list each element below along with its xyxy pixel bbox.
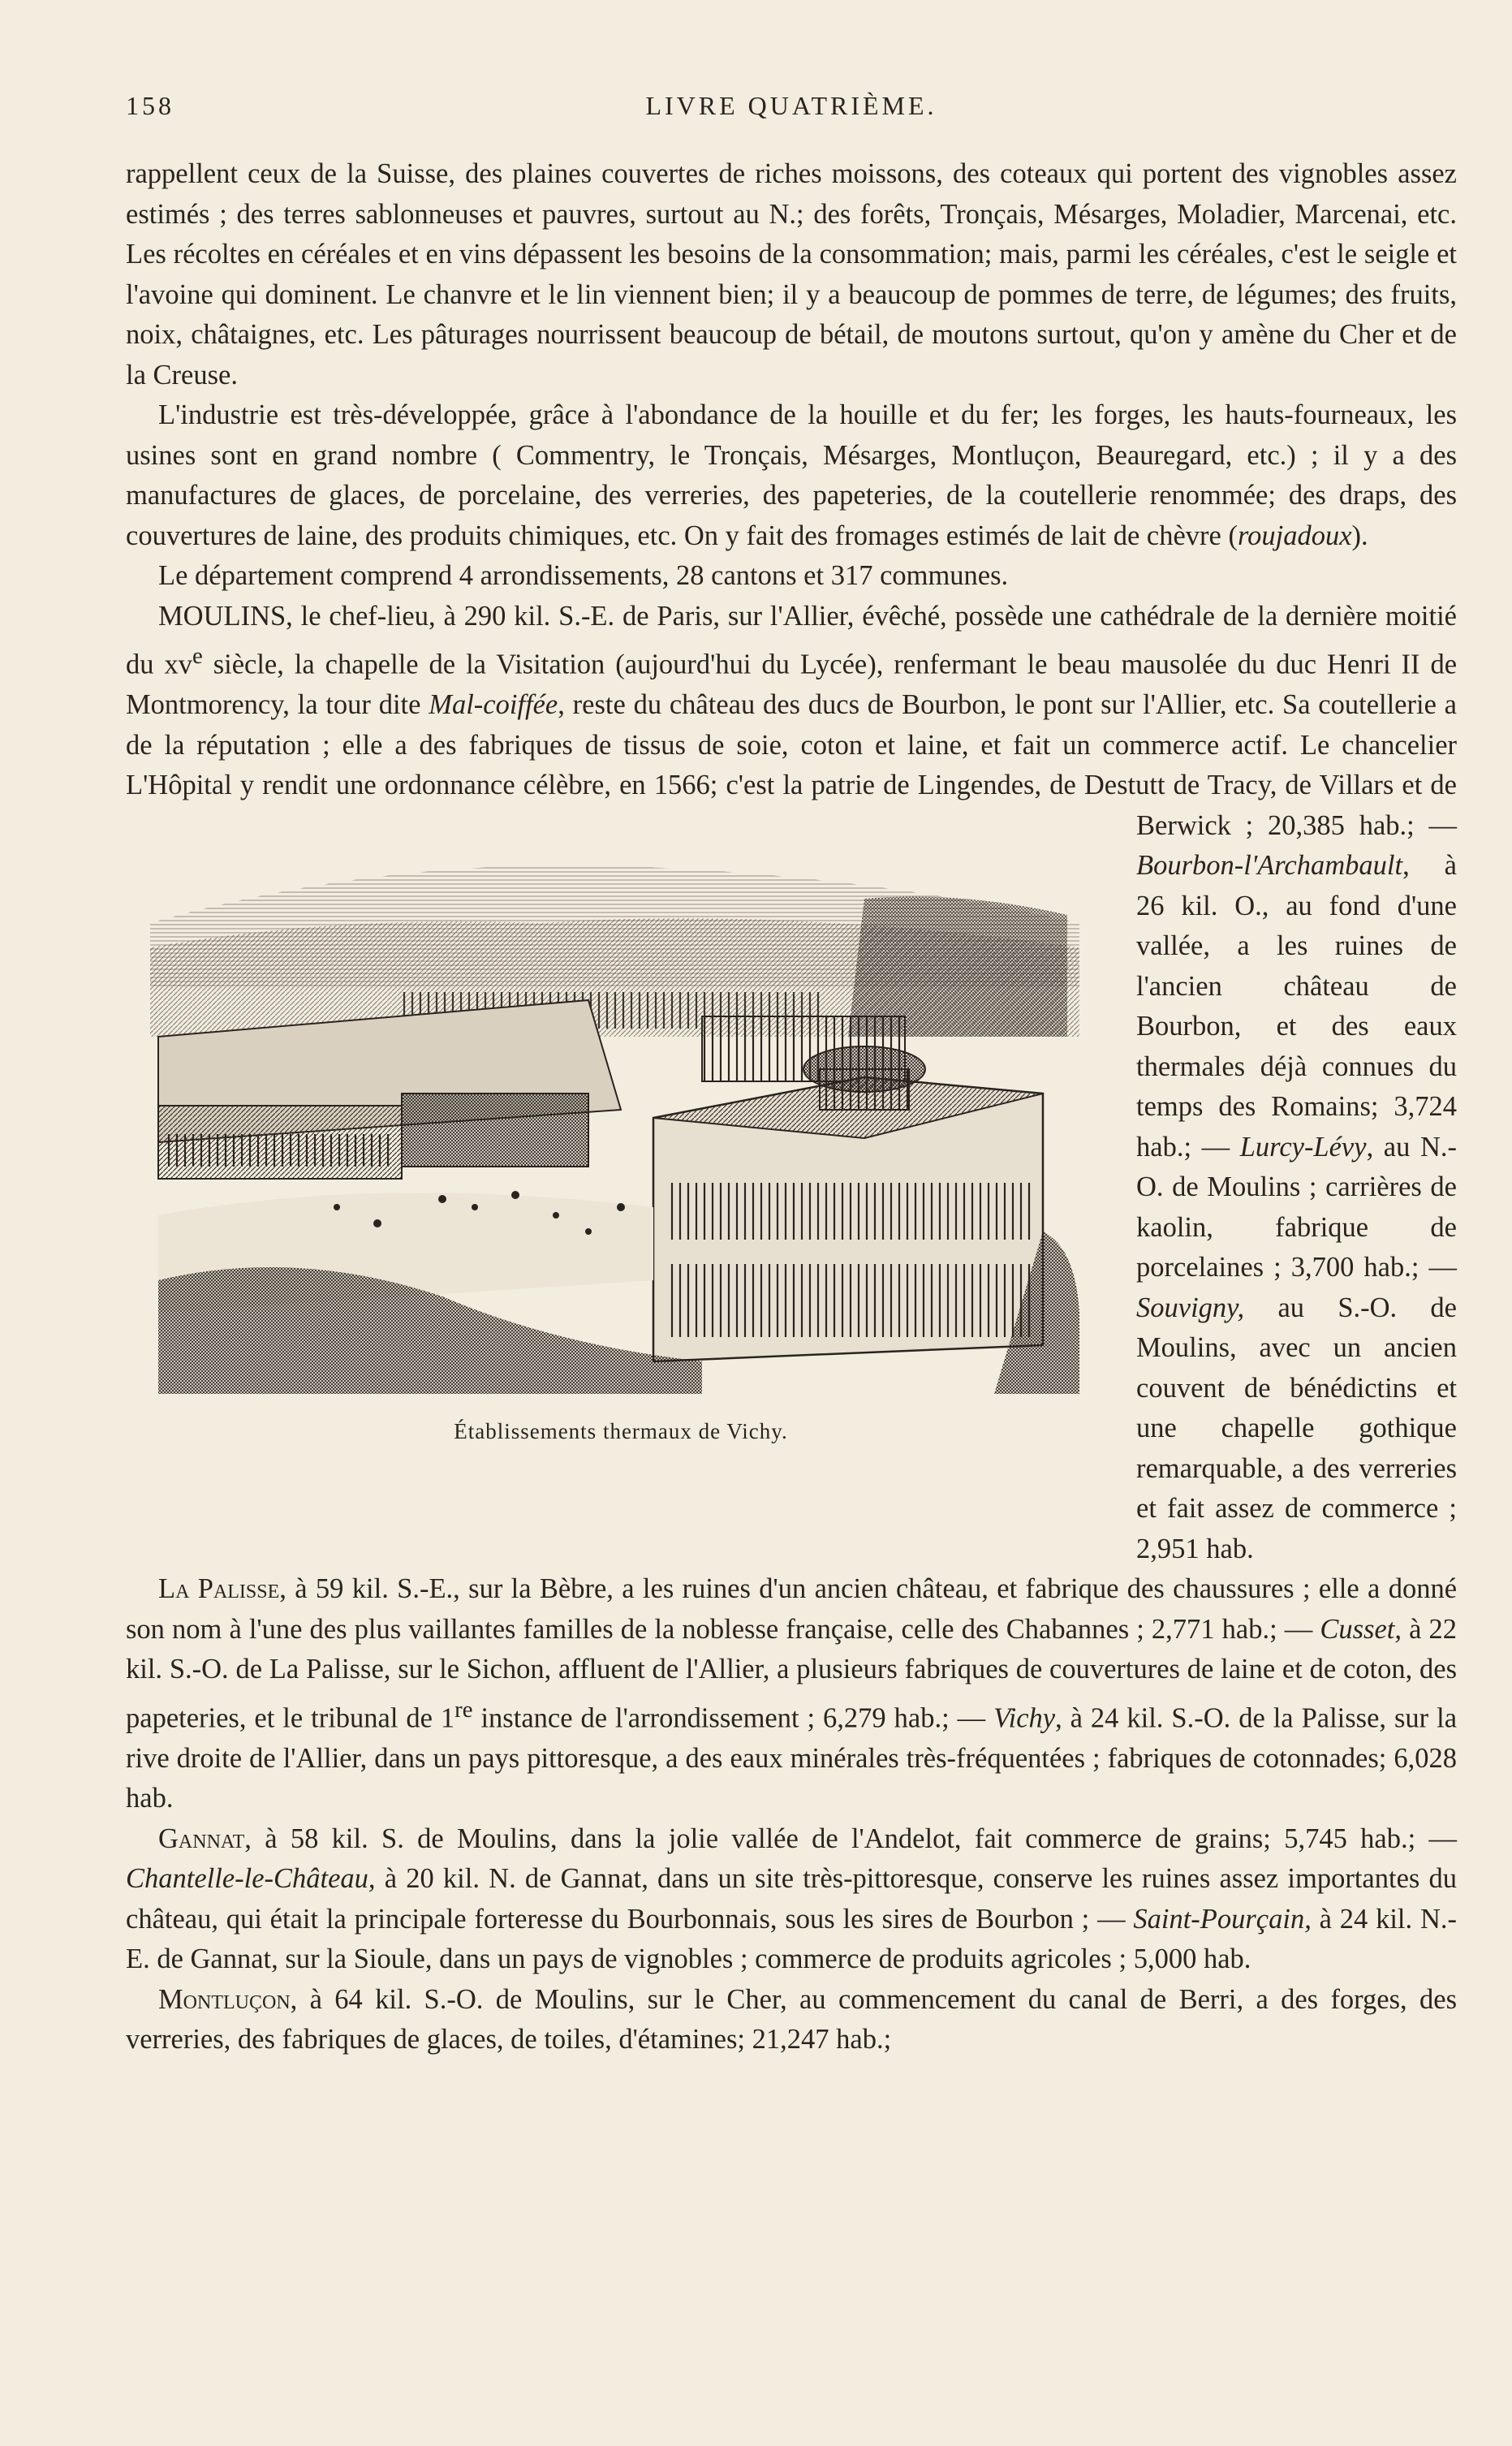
vichy-illustration: [126, 809, 1120, 1540]
moulins-text-1: , reste du château des ducs de Bourbon, le pont sur l'Allier, etc. Sa coutellerie a de la réputation ; elle a des fabriques de tissus de soie, coton et laine, et fait un commerce actif. Le chancelier L'Hôpital y rendit une ordonnance célèbre, en 1566; c'est la patrie de Lingendes, de Destutt de Tracy, de Villars et de Berwick ; 20,385 hab.; —: [126, 689, 1457, 841]
page-number: 158: [126, 91, 174, 120]
paragraph-intro: rappellent ceux de la Suisse, des plaines couvertes de riches moissons, des coteaux qui portent des vignobles assez estimés ; des terres sablonneuses et pauvres, surtout au N.; des forêts, Tronçais, Mésarges, Moladier, Marcenai, etc. Les récoltes en céréales et en vins dépassent les besoins de la consommation; mais, parmi les céréales, c'est le seigle et l'avoine qui dominent. Le chanvre et le lin viennent bien; il y a beaucoup de pommes de terre, de légumes; des fruits, noix, châtaignes, etc. Les pâturages nourrissent beaucoup de bétail, de moutons surtout, qu'on y amène du Cher et de la Creuse.: [126, 158, 1457, 390]
thermal-buildings-engraving: [134, 826, 1079, 1394]
paragraph-la-palisse: La Palisse, à 59 kil. S.-E., sur la Bèbre, a les ruines d'un ancien château, et fabrique des chaussures ; elle a donné son nom à l'une des plus vaillantes familles de la noblesse française, celle des Chabannes ; 2,771 hab.; — Cusset, à 22 kil. S.-O. de La Palisse, sur le Sichon, affluent de l'Allier, a plusieurs fabriques de couvertures de laine et de coton, des papeteries, et le tribunal de 1re instance de l'arrondissement ; 6,279 hab.; — Vichy, à 24 kil. S.-O. de la Palisse, sur la rive droite de l'Allier, dans un pays pittoresque, a des eaux minérales très-fréquentées ; fabriques de cotonnades; 6,028 hab.: [126, 1573, 1458, 1814]
moulins-text-2: Bourbon-l'Archambault: [1136, 850, 1403, 881]
figure-caption: Établissements thermaux de Vichy.: [454, 1418, 788, 1443]
paragraph-gannat: Gannat, à 58 kil. S. de Moulins, dans la jolie vallée de l'Andelot, fait commerce de grains; 5,745 hab.; — Chantelle-le-Château, à 20 kil. N. de Gannat, dans un site très-pittoresque, conserve les ruines assez importantes du château, qui était la principale forteresse du Bourbonnais, sous les sires de Bourbon ; — Saint-Pourçain, à 24 kil. N.-E. de Gannat, sur la Sioule, dans un pays de vignobles ; commerce de produits agricoles ; 5,000 hab.: [126, 1823, 1457, 1974]
paragraph-moulins: MOULINS, le chef-lieu, à 290 kil. S.-E. de Paris, sur l'Allier, évêché, possède une cathédrale de la dernière moitié du $xv^e$ siècle, la chapelle de la Visitation (aujourd'hui du Lycée), renfermant le beau mausolée du duc Henri II de Montmorency, la tour dite Mal-coiffée, reste du château des ducs de Bourbon, le pont sur l'Allier, etc. Sa coutellerie a de la réputation ; elle a des fabriques de tissus de soie, coton et laine, et fait un commerce actif. Le chancelier L'Hôpital y rendit une ordonnance célèbre, en 1566; c'est la patrie de Lingendes, de Destutt de Tracy, de Villars et de Berwick ; 20,385 hab.; — Établissements thermaux de Vichy. Bourbon-l'Archambault, à 26 kil. O., au fond d'une vallée, a les ruines de l'ancien château de Bourbon, et des eaux thermales déjà connues du temps des Romains; 3,724 hab.; — Lurcy-Lévy, au N.-O. de Moulins ; carrières de kaolin, fabrique de porcelaines ; 3,700 hab.; — Souvigny, au S.-O. de Moulins, avec un ancien couvent de bénédictins et une chapelle gothique remarquable, a des verreries et fait assez de commerce ; 2,951 hab.: [126, 600, 1458, 1564]
paragraph-industrie: L'industrie est très-développée, grâce à l'abondance de la houille et du fer; les forges, les hauts-fourneaux, les usines sont en grand nombre ( Commentry, le Tronçais, Mésarges, Montluçon, Beauregard, etc.) ; il y a des manufactures de glaces, de porcelaine, des verreries, des papeteries, de la coutellerie renommée; des draps, des couvertures de laine, des produits chimiques, etc. On y fait des fromages estimés de lait de chèvre (roujadoux).: [126, 399, 1457, 551]
page-header: [126, 91, 1457, 132]
body-text: [126, 154, 1457, 2060]
running-title: LIVRE QUATRIÈME.: [645, 91, 937, 120]
paragraph-montlucon: Montluçon, à 64 kil. S.-O. de Moulins, sur le Cher, au commencement du canal de Berri, a des forges, des verreries, des fabriques de glaces, de toiles, d'étamines; 21,247 hab.;: [126, 1983, 1457, 2055]
paragraph-departement: Le département comprend 4 arrondissements, 28 cantons et 317 communes.: [158, 560, 1009, 591]
